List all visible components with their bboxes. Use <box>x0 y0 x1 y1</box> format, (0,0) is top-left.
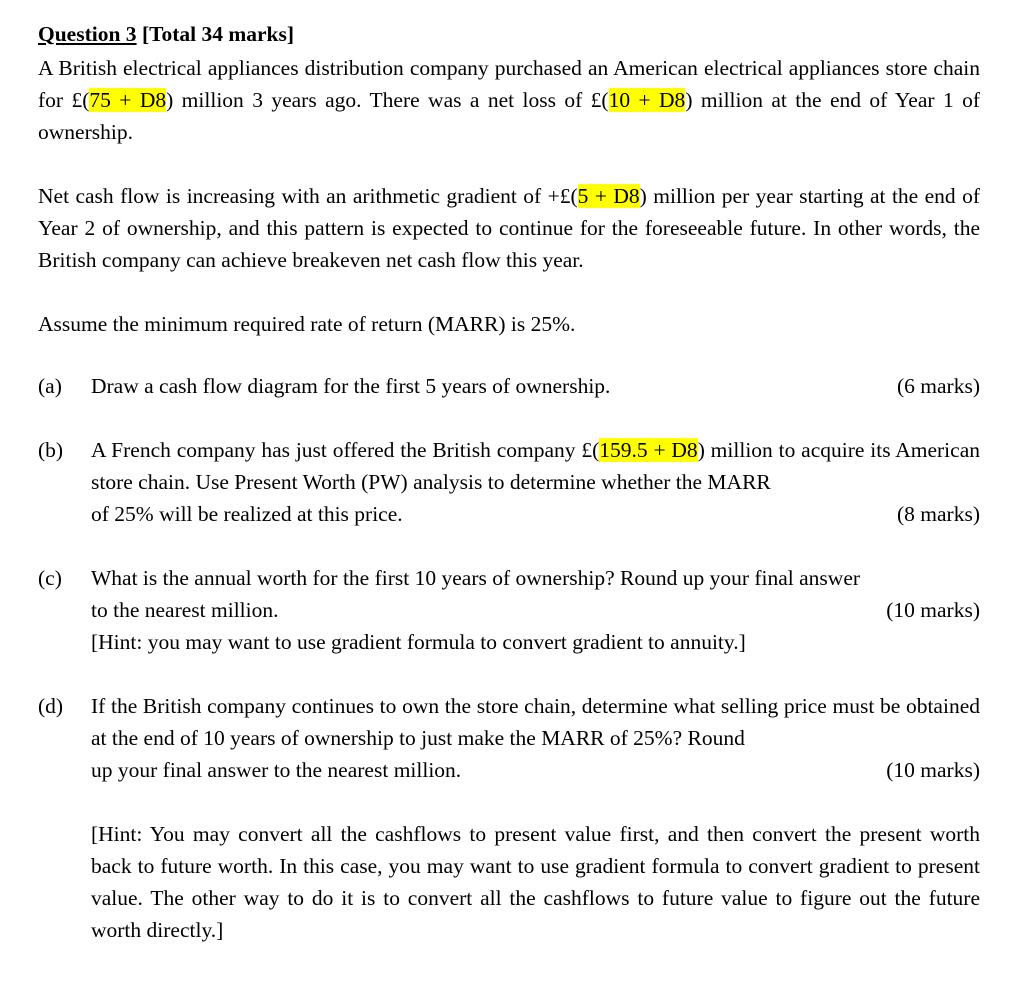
part-a <box>38 370 980 402</box>
part-c <box>38 562 980 658</box>
highlighted-value: 10 + D8 <box>608 88 686 112</box>
question-page <box>38 18 980 946</box>
part-b <box>38 434 980 530</box>
part-label: (c) <box>38 566 62 590</box>
intro-text: ) million at the end of Year 1 of ownership. <box>38 88 981 144</box>
question-title <box>38 18 980 52</box>
intro-text: ) million 3 years ago. There was a net loss of £( <box>166 88 609 112</box>
part-label: (b) <box>38 438 64 462</box>
intro-paragraph-3: Assume the minimum required rate of return (MARR) is 25%. <box>38 312 576 336</box>
question-number: Question 3 <box>38 22 137 46</box>
part-c-line-1: What is the annual worth for the first 10 years of ownership? Round up your final answer <box>91 566 861 590</box>
highlighted-value: 5 + D8 <box>577 184 640 208</box>
part-d-last-line: up your final answer to the nearest million. <box>91 758 462 782</box>
question-total-marks: [Total 34 marks] <box>136 22 295 46</box>
intro-text: A British electrical appliances distribution company purchased an American electrical appliances store chain for £( <box>38 56 980 112</box>
intro-paragraph-1 <box>38 52 980 148</box>
part-label: (a) <box>38 374 62 398</box>
intro-paragraph-2 <box>38 180 980 276</box>
part-d-hint: [Hint: You may convert all the cashflows to present value first, and then convert the present worth back to future worth. In this case, you may want to use gradient formula to convert gradient to present value. The other way to do it is to convert all the cashflows to future value to figure out the future worth directly.] <box>91 822 980 942</box>
part-c-hint: [Hint: you may want to use gradient formula to convert gradient to annuity.] <box>91 630 746 654</box>
part-b-text-a: A French company has just offered the British company £( <box>91 438 600 462</box>
part-b-last-line: of 25% will be realized at this price. <box>91 502 403 526</box>
highlighted-value: 159.5 + D8 <box>599 438 698 462</box>
part-c-marks: (10 marks) <box>886 598 980 622</box>
part-c-line-2: to the nearest million. <box>91 598 279 622</box>
intro-text: Net cash flow is increasing with an arithmetic gradient of +£( <box>38 184 578 208</box>
part-d <box>38 690 980 946</box>
part-d-text: If the British company continues to own the store chain, determine what selling price must be obtained at the end of 10 years of ownership to just make the MARR of 25%? Round <box>91 694 980 750</box>
part-a-marks: (6 marks) <box>897 374 980 398</box>
part-d-marks: (10 marks) <box>886 758 980 782</box>
intro-text: ) million per year starting at the end of Year 2 of ownership, and this pattern is expected to continue for the foreseeable future. In other words, the British company can achieve breakeven net cash flow this year. <box>38 184 981 272</box>
part-label: (d) <box>38 694 64 718</box>
part-b-text-b: ) million to acquire its American store chain. Use Present Worth (PW) analysis to determine whether the MARR <box>91 438 980 494</box>
part-a-text: Draw a cash flow diagram for the first 5 years of ownership. <box>91 374 611 398</box>
highlighted-value: 75 + D8 <box>89 88 167 112</box>
part-b-text <box>91 434 980 498</box>
part-b-marks: (8 marks) <box>897 502 980 526</box>
